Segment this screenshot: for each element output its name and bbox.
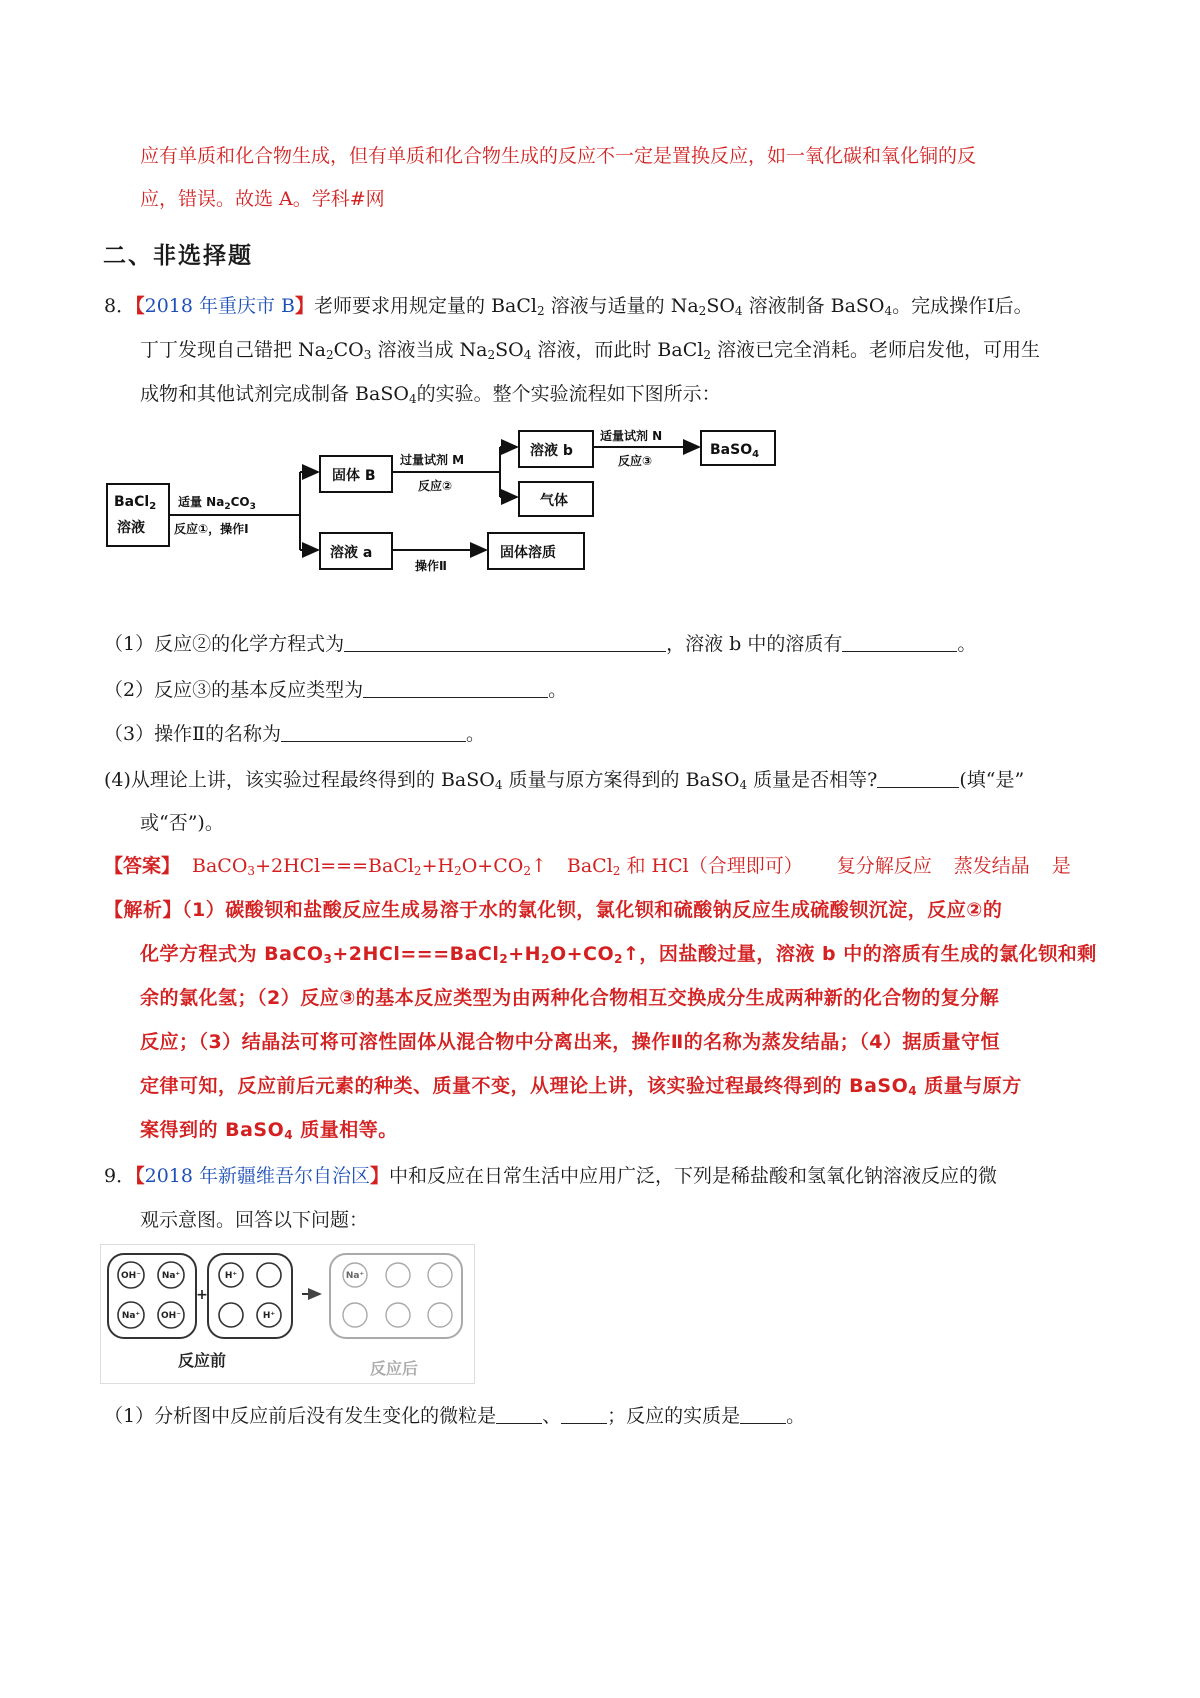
q8-q4-text: 质量是否相等? [747,769,878,791]
q8-q3-text: （3）操作Ⅱ的名称为 [104,723,282,745]
solution-b-label: 溶液 b [530,443,573,459]
q8-analysis-line-2 [140,941,1097,967]
q8-text: 溶液与适量的 Na [544,295,699,317]
answer-blank[interactable] [877,769,959,788]
answer-tag: 【答案】 [104,855,181,877]
subscript: 2 [612,864,621,878]
plus-sign: + [196,1287,208,1303]
step2-reagent: 过量试剂 M [400,453,465,467]
analysis-text: 化学方程式为 BaCO [140,943,324,965]
ion-na: Na⁺ [121,1311,141,1321]
solution-a-label: 溶液 a [330,545,373,561]
q8-source-bracket-open: 【 [135,295,145,317]
analysis-text: 定律可知，反应前后元素的种类、质量不变，从理论上讲，该实验过程最终得到的 BaSO [140,1075,909,1097]
answer-equation: +H [421,855,455,877]
bacl2-label-2: 溶液 [117,520,145,536]
q8-text: 溶液，而此时 BaCl [531,339,704,361]
answer-equal: 是 [1051,855,1071,877]
answer-blank[interactable] [561,1405,607,1424]
answer-equation: BaCO [192,855,248,877]
q8-source-bracket-close: 】 [295,295,315,317]
q8-q4-text: (4)从理论上讲，该实验过程最终得到的 BaSO [104,769,495,791]
q8-sub-4 [104,767,1024,793]
q8-q1-text: （1）反应②的化学方程式为 [104,633,345,655]
answer-blank[interactable] [363,679,548,698]
analysis-text: +H [508,943,542,965]
subscript: 2 [614,952,623,966]
q8-analysis-line-4: 反应；（3）结晶法可将可溶性固体从混合物中分离出来，操作Ⅱ的名称为蒸发结晶；（4）据质量守恒 [140,1031,1000,1053]
subscript: 2 [541,952,550,966]
ion-oh: OH⁻ [121,1271,141,1281]
subscript: 4 [739,778,748,792]
step1-reagent: 适量 $Na_2CO_3$ [178,495,256,512]
step1-label: 反应①，操作Ⅰ [174,522,249,536]
solid-b-label: 固体 B [332,468,376,484]
analysis-text: +2HCl===BaCl [332,943,500,965]
answer-reaction-type: 复分解反应 [836,855,932,877]
bacl2-label: BaCl$_2$ [114,494,157,512]
subscript: 4 [284,1128,294,1142]
answer-blank[interactable] [344,633,666,652]
subscript: 4 [523,348,532,362]
q8-sub-3 [104,721,485,747]
answer-solutes: 和 HCl（合理即可） [620,855,803,877]
ion-oh: OH⁻ [161,1311,181,1321]
q9-q1-text: 、 [542,1405,562,1427]
flow-diagram [100,420,800,590]
baso4-label: BaSO$_4$ [710,442,760,460]
subscript: 2 [523,864,531,878]
prev-analysis-line-1: 应有单质和化合物生成，但有单质和化合物生成的反应不一定是置换反应，如一氧化碳和氧化铜的反 [140,145,977,167]
q8-q4-text: (填“是” [959,769,1025,791]
q8-analysis-line-5 [140,1073,1022,1099]
subscript: 4 [408,392,417,406]
q9-q1-text: 。 [786,1405,806,1427]
gas-label: 气体 [540,493,568,509]
step3-label: 反应③ [618,454,653,468]
q9-q1-text: （1）分析图中反应前后没有发生变化的微粒是 [104,1405,497,1427]
subscript: 2 [499,952,509,966]
q9-line-2: 观示意图。回答以下问题： [140,1209,369,1231]
q8-text: 老师要求用规定量的 BaCl [314,295,537,317]
label-before: 反应前 [178,1351,227,1370]
q9-sub-1 [104,1403,805,1429]
subscript: 4 [908,1084,918,1098]
q8-text: SO [495,339,524,361]
subscript: 2 [703,348,711,362]
q8-line-2 [140,337,1040,363]
q8-sub-4-line-2: 或“否”)。 [140,812,224,834]
q8-text: 丁丁发现自己错把 Na [140,339,326,361]
subscript: 4 [734,304,743,318]
q8-line-1 [104,293,1033,319]
subscript: 3 [247,864,256,878]
ion-na: Na⁺ [161,1271,181,1281]
q8-q2-text: 。 [548,679,568,701]
subscript: 3 [363,348,372,362]
answer-equation: O+CO [461,855,524,877]
ion-na: Na⁺ [345,1271,365,1281]
q9-q1-text: ；反应的实质是 [607,1405,741,1427]
analysis-text: 质量与原方 [917,1075,1022,1097]
analysis-text: 案得到的 BaSO [140,1119,285,1141]
analysis-text: ↑，因盐酸过量，溶液 b 中的溶质有生成的氯化钡和剩 [622,943,1097,965]
q8-q1-text: 。 [957,633,977,655]
q8-analysis-line-6 [140,1117,398,1143]
solid-residue-label: 固体溶质 [500,545,556,561]
subscript: 2 [413,864,422,878]
answer-solutes: BaCl [566,855,613,877]
q9-source-bracket-open: 【 [135,1165,145,1187]
q8-text: 溶液已完全消耗。老师启发他，可用生 [710,339,1040,361]
ion-h: H⁺ [224,1271,238,1281]
q8-text: CO [333,339,364,361]
analysis-text: O+CO [549,943,615,965]
q8-text: 溶液制备 BaSO [742,295,885,317]
q8-text: 。完成操作Ⅰ后。 [892,295,1033,317]
subscript: 3 [323,952,333,966]
subscript: 2 [487,348,496,362]
q8-source: 2018 年重庆市 B [144,295,296,317]
q8-text: 的实验。整个实验流程如下图所示： [416,383,721,405]
subscript: 2 [326,348,334,362]
q8-analysis-line-1 [104,897,1002,923]
step3-reagent: 适量试剂 N [600,429,663,443]
q8-number: 8． [104,295,136,317]
answer-blank[interactable] [496,1405,542,1424]
q8-text: 溶液当成 Na [371,339,488,361]
step2-label: 反应② [418,479,453,493]
subscript: 2 [536,304,545,318]
subscript: 4 [494,778,503,792]
q8-line-3 [140,381,721,407]
answer-equation: +2HCl===BaCl [255,855,414,877]
op2-label: 操作Ⅱ [415,559,447,573]
q9-line-1 [104,1163,997,1189]
analysis-text: 质量相等。 [293,1119,398,1141]
q8-q1-text: ，溶液 b 中的溶质有 [666,633,843,655]
analysis-tag: 【解析】 [104,899,183,921]
subscript: 2 [698,304,707,318]
answer-blank[interactable] [281,723,466,742]
q9-source-bracket-close: 】 [370,1165,390,1187]
answer-blank[interactable] [740,1405,786,1424]
hcl-container [208,1254,292,1338]
section-title: 二、非选择题 [103,243,253,269]
q8-answer [104,853,1071,879]
q8-sub-1 [104,631,976,657]
micro-diagram [100,1244,475,1384]
subscript: 4 [884,304,893,318]
q9-source: 2018 年新疆维吾尔自治区 [144,1165,371,1187]
q8-q2-text: （2）反应③的基本反应类型为 [104,679,364,701]
answer-operation: 蒸发结晶 [953,855,1030,877]
analysis-text: （1）碳酸钡和盐酸反应生成易溶于水的氯化钡，氯化钡和硫酸钠反应生成硫酸钡沉淀，反应②的 [182,899,1003,921]
subscript: 2 [454,864,462,878]
q8-text: 成物和其他试剂完成制备 BaSO [140,383,409,405]
q8-q4-text: 质量与原方案得到的 BaSO [502,769,740,791]
q8-sub-2 [104,677,567,703]
q9-number: 9． [104,1165,136,1187]
ion-h: H⁺ [262,1311,276,1321]
q8-q3-text: 。 [466,723,486,745]
q8-text: SO [706,295,735,317]
label-after: 反应后 [370,1359,419,1378]
answer-blank[interactable] [842,633,957,652]
q9-text: 中和反应在日常生活中应用广泛，下列是稀盐酸和氢氧化钠溶液反应的微 [389,1165,998,1187]
prev-analysis-line-2: 应，错误。故选 A。学科#网 [140,188,385,210]
answer-equation: ↑ [530,855,547,877]
q8-analysis-line-3: 余的氯化氢；（2）反应③的基本反应类型为由两种化合物相互交换成分生成两种新的化合物的复分解 [140,987,1000,1009]
